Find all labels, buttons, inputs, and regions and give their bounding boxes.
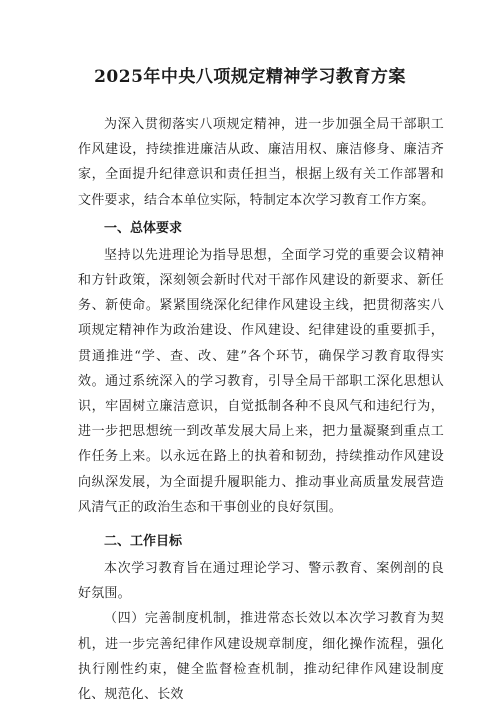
document-body: [78, 112, 444, 707]
mechanism-paragraph: （四）完善制度机制，推进常态长效以本次学习教育为契机，进一步完善纪律作风建设规章制度，细化操作流程，强化执行刚性约束，健全监督检查机制，推动纪律作风建设制度化、规范化、长效: [78, 611, 444, 703]
document-title: 2025年中央八项规定精神学习教育方案: [94, 67, 406, 87]
section-heading-general-requirements: 一、总体要求: [104, 220, 183, 236]
section-heading-work-goals: 二、工作目标: [104, 534, 183, 550]
general-requirements-paragraph: 坚持以先进理论为指导思想，全面学习党的重要会议精神和方针政策，深刻领会新时代对干部作风建设的新要求、新任务、新使命。紧紧围绕深化纪律作风建设主线，把贯彻落实八项规定精神作为政治建设、作风建设、纪律建设的重要抓手，贯通推进“学、查、改、建”各个环节，确保学习教育取得实效。通过系统深入的学习教育，引导全局干部职工深化思想认识，牢固树立廉洁意识，自觉抵制各种不良风气和违纪行为，进一步把思想统一到改革发展大局上来，把力量凝聚到重点工作任务上来。以永远在路上的执着和韧劲，持续推动作风建设向纵深发展，为全面提升履职能力、推动事业高质量发展营造风清气正的政治生态和干事创业的良好氛围。: [78, 247, 444, 515]
section-spacer: [78, 520, 444, 526]
work-goals-paragraph: 本次学习教育旨在通过理论学习、警示教育、案例剖的良好氛围。: [78, 561, 444, 602]
intro-paragraph: 为深入贯彻落实八项规定精神，进一步加强全局干部职工作风建设，持续推进廉洁从政、廉洁用权、廉洁修身、廉洁齐家，全面提升纪律意识和责任担当，根据上级有关工作部署和文件要求，结合本单位实际，特制定本次学习教育工作方案。: [78, 117, 444, 208]
